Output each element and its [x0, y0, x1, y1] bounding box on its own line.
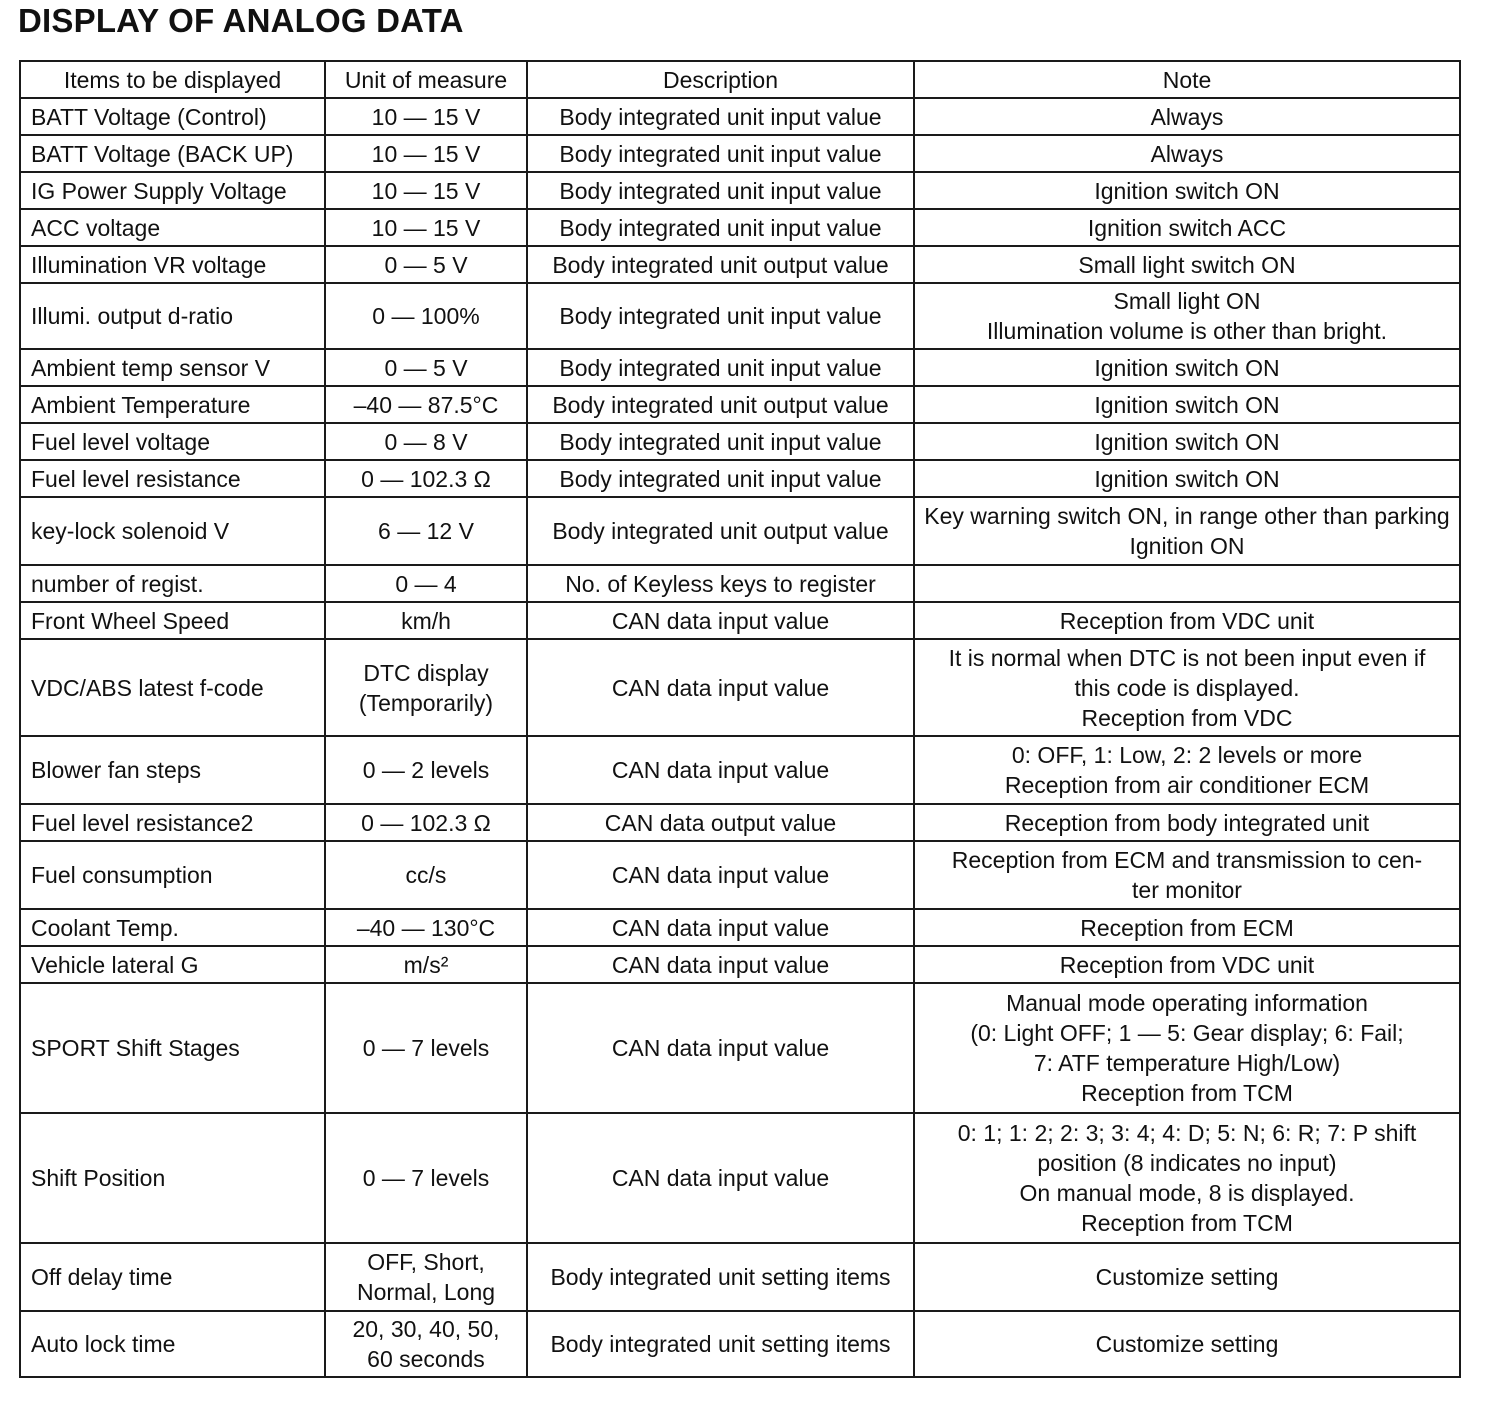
unit-cell — [325, 602, 527, 639]
cell-line: Reception from ECM — [1080, 914, 1294, 941]
description-cell — [527, 804, 914, 841]
cell-line: DTC display — [363, 659, 489, 686]
cell-line: 0 — 4 — [395, 570, 457, 597]
unit-cell — [325, 423, 527, 460]
table-row — [20, 209, 1460, 246]
cell-line: 0 — 5 V — [384, 354, 468, 381]
table-row — [20, 565, 1460, 602]
cell-line: CAN data input value — [611, 757, 830, 783]
table-row — [20, 946, 1460, 983]
cell-line: Key warning switch ON, in range other than parking — [924, 503, 1450, 529]
table-row — [20, 736, 1460, 804]
item-cell: Vehicle lateral G — [20, 946, 325, 983]
table-row — [20, 135, 1460, 172]
item-cell: VDC/ABS latest f-code — [20, 639, 325, 736]
cell-line: Body integrated unit input value — [559, 303, 882, 329]
cell-line: Manual mode operating information — [1006, 990, 1368, 1016]
description-cell — [527, 386, 914, 423]
item-cell: Fuel level resistance — [20, 460, 325, 497]
table-row — [20, 172, 1460, 209]
cell-line: 0 — 102.3 Ω — [361, 809, 491, 836]
cell-line: Customize setting — [1095, 1264, 1279, 1290]
page-title: DISPLAY OF ANALOG DATA — [18, 2, 464, 39]
cell-line: CAN data input value — [611, 1165, 830, 1191]
note-cell — [914, 602, 1460, 639]
table-row — [20, 1113, 1460, 1243]
cell-line: Ignition switch ACC — [1087, 214, 1287, 241]
unit-cell — [325, 841, 527, 909]
table-row — [20, 460, 1460, 497]
item-cell: Front Wheel Speed — [20, 602, 325, 639]
unit-cell — [325, 497, 527, 565]
cell-line: On manual mode, 8 is displayed. — [1019, 1180, 1355, 1206]
cell-line: –40 — 130°C — [356, 914, 496, 941]
cell-line: 0 — 7 levels — [362, 1035, 490, 1061]
item-cell: BATT Voltage (BACK UP) — [20, 135, 325, 172]
note-cell — [914, 497, 1460, 565]
unit-cell — [325, 349, 527, 386]
cell-line: Body integrated unit input value — [559, 214, 882, 241]
description-cell — [527, 736, 914, 804]
note-cell — [914, 1311, 1460, 1377]
table-row — [20, 841, 1460, 909]
item-cell: Fuel consumption — [20, 841, 325, 909]
cell-line: 20, 30, 40, 50, — [352, 1316, 500, 1342]
table-row — [20, 98, 1460, 135]
item-cell: IG Power Supply Voltage — [20, 172, 325, 209]
cell-line: (0: Light OFF; 1 — 5: Gear display; 6: Fail; — [970, 1020, 1404, 1046]
cell-line: 0: OFF, 1: Low, 2: 2 levels or more — [1011, 742, 1363, 768]
cell-line: 6 — 12 V — [378, 518, 474, 544]
description-cell — [527, 1243, 914, 1311]
cell-line: position (8 indicates no input) — [1037, 1150, 1337, 1176]
cell-line: 0 — 8 V — [384, 428, 468, 455]
note-cell — [914, 565, 1460, 602]
cell-line: 0 — 2 levels — [362, 757, 490, 783]
item-cell: SPORT Shift Stages — [20, 983, 325, 1113]
cell-line: km/h — [401, 607, 451, 634]
cell-line: Small light ON — [1113, 288, 1261, 314]
cell-line: CAN data input value — [611, 914, 830, 941]
unit-cell — [325, 804, 527, 841]
cell-line: Ignition switch ON — [1094, 428, 1280, 455]
description-cell — [527, 497, 914, 565]
cell-line: CAN data input value — [611, 951, 830, 978]
unit-cell — [325, 565, 527, 602]
cell-line: Reception from ECM and transmission to cen- — [951, 847, 1423, 873]
table-row — [20, 909, 1460, 946]
cell-line: Body integrated unit input value — [559, 354, 882, 381]
item-cell: Ambient temp sensor V — [20, 349, 325, 386]
unit-cell — [325, 135, 527, 172]
item-cell: Fuel level voltage — [20, 423, 325, 460]
table-row — [20, 386, 1460, 423]
note-cell — [914, 423, 1460, 460]
cell-line: cc/s — [405, 862, 447, 888]
unit-cell — [325, 172, 527, 209]
cell-line: Body integrated unit setting items — [550, 1264, 891, 1290]
description-cell — [527, 841, 914, 909]
cell-line: CAN data input value — [611, 1035, 830, 1061]
description-cell — [527, 209, 914, 246]
cell-line: Body integrated unit output value — [552, 251, 889, 278]
unit-cell — [325, 386, 527, 423]
cell-line: Always — [1150, 103, 1224, 130]
item-cell: number of regist. — [20, 565, 325, 602]
cell-line: Ignition ON — [1129, 533, 1245, 559]
cell-line: 0 — 7 levels — [362, 1165, 490, 1191]
table-row — [20, 246, 1460, 283]
column-header-note: Note — [914, 61, 1460, 98]
cell-line: m/s² — [403, 951, 449, 978]
description-cell — [527, 283, 914, 349]
description-cell — [527, 1311, 914, 1377]
cell-line: CAN data input value — [611, 862, 830, 888]
cell-line: 0: 1; 1: 2; 2: 3; 3: 4; 4: D; 5: N; 6: R; 7: P shift — [957, 1120, 1417, 1146]
note-cell — [914, 386, 1460, 423]
unit-cell — [325, 283, 527, 349]
cell-line: Body integrated unit input value — [559, 465, 882, 492]
cell-line: Reception from VDC unit — [1059, 951, 1315, 978]
cell-line: Reception from VDC — [1081, 704, 1293, 731]
cell-line: Reception from TCM — [1081, 1080, 1293, 1106]
unit-cell — [325, 909, 527, 946]
cell-line: CAN data input value — [611, 607, 830, 634]
cell-line: Ignition switch ON — [1094, 177, 1280, 204]
cell-line: 0 — 102.3 Ω — [361, 465, 491, 492]
description-cell — [527, 460, 914, 497]
description-cell — [527, 349, 914, 386]
table-row — [20, 1243, 1460, 1311]
cell-line: ter monitor — [1132, 877, 1242, 903]
table-row — [20, 497, 1460, 565]
description-cell — [527, 423, 914, 460]
item-cell: Illumi. output d-ratio — [20, 283, 325, 349]
item-cell: key-lock solenoid V — [20, 497, 325, 565]
note-cell — [914, 460, 1460, 497]
note-cell — [914, 98, 1460, 135]
note-cell — [914, 246, 1460, 283]
table-row — [20, 983, 1460, 1113]
description-cell — [527, 983, 914, 1113]
cell-line: CAN data output value — [604, 809, 837, 836]
table-row — [20, 349, 1460, 386]
unit-cell — [325, 460, 527, 497]
unit-cell — [325, 209, 527, 246]
item-cell: Shift Position — [20, 1113, 325, 1243]
item-cell: Coolant Temp. — [20, 909, 325, 946]
description-cell — [527, 565, 914, 602]
cell-line: 10 — 15 V — [371, 103, 481, 130]
cell-line: Body integrated unit output value — [552, 391, 889, 418]
cell-line: Reception from TCM — [1081, 1210, 1293, 1236]
cell-line: Ignition switch ON — [1094, 465, 1280, 492]
note-cell — [914, 1243, 1460, 1311]
cell-line: 10 — 15 V — [371, 140, 481, 167]
cell-line: Body integrated unit input value — [559, 177, 882, 204]
cell-line: Body integrated unit input value — [559, 428, 882, 455]
cell-line: It is normal when DTC is not been input even if — [948, 644, 1426, 671]
table-row — [20, 1311, 1460, 1377]
item-cell: BATT Voltage (Control) — [20, 98, 325, 135]
table-row — [20, 639, 1460, 736]
description-cell — [527, 172, 914, 209]
description-cell — [527, 98, 914, 135]
cell-line: 7: ATF temperature High/Low) — [1033, 1050, 1341, 1076]
unit-cell — [325, 1113, 527, 1243]
cell-line: Body integrated unit output value — [552, 518, 889, 544]
note-cell — [914, 209, 1460, 246]
header-row — [20, 61, 1460, 98]
description-cell — [527, 946, 914, 983]
note-cell — [914, 639, 1460, 736]
cell-line: Reception from VDC unit — [1059, 607, 1315, 634]
cell-line: 10 — 15 V — [371, 214, 481, 241]
cell-line: this code is displayed. — [1074, 674, 1300, 701]
note-cell — [914, 841, 1460, 909]
cell-line: Body integrated unit input value — [559, 140, 882, 167]
column-header-items: Items to be displayed — [20, 61, 325, 98]
description-cell — [527, 602, 914, 639]
cell-line: Normal, Long — [356, 1279, 496, 1305]
unit-cell — [325, 246, 527, 283]
cell-line: OFF, Short, — [367, 1249, 485, 1275]
cell-line: No. of Keyless keys to register — [565, 570, 876, 597]
note-cell — [914, 909, 1460, 946]
cell-line: 10 — 15 V — [371, 177, 481, 204]
note-cell — [914, 172, 1460, 209]
cell-line: Reception from body integrated unit — [1004, 809, 1370, 836]
cell-line: Always — [1150, 140, 1224, 167]
cell-line: Reception from air conditioner ECM — [1004, 772, 1370, 798]
unit-cell — [325, 98, 527, 135]
table-row — [20, 804, 1460, 841]
unit-cell — [325, 1311, 527, 1377]
cell-line: 0 — 100% — [372, 303, 480, 329]
cell-line: Ignition switch ON — [1094, 391, 1280, 418]
item-cell: Blower fan steps — [20, 736, 325, 804]
analog-data-table — [19, 60, 1461, 1378]
cell-line: Customize setting — [1095, 1331, 1279, 1357]
cell-line: Small light switch ON — [1078, 251, 1296, 278]
note-cell — [914, 736, 1460, 804]
note-cell — [914, 1113, 1460, 1243]
item-cell: Off delay time — [20, 1243, 325, 1311]
note-cell — [914, 804, 1460, 841]
unit-cell — [325, 639, 527, 736]
description-cell — [527, 639, 914, 736]
cell-line: CAN data input value — [611, 674, 830, 701]
item-cell: Illumination VR voltage — [20, 246, 325, 283]
cell-line: –40 — 87.5°C — [353, 391, 499, 418]
note-cell — [914, 349, 1460, 386]
table-row — [20, 423, 1460, 460]
note-cell — [914, 135, 1460, 172]
cell-line: Ignition switch ON — [1094, 354, 1280, 381]
table-row — [20, 602, 1460, 639]
cell-line: 0 — 5 V — [384, 251, 468, 278]
unit-cell — [325, 946, 527, 983]
column-header-description: Description — [527, 61, 914, 98]
cell-line: Body integrated unit setting items — [550, 1331, 891, 1357]
unit-cell — [325, 983, 527, 1113]
item-cell: ACC voltage — [20, 209, 325, 246]
unit-cell — [325, 1243, 527, 1311]
cell-line: 60 seconds — [367, 1346, 485, 1372]
note-cell — [914, 946, 1460, 983]
unit-cell — [325, 736, 527, 804]
column-header-unit: Unit of measure — [325, 61, 527, 98]
description-cell — [527, 246, 914, 283]
table-row — [20, 283, 1460, 349]
description-cell — [527, 135, 914, 172]
cell-line: (Temporarily) — [358, 689, 494, 716]
table-body — [20, 98, 1460, 1377]
description-cell — [527, 1113, 914, 1243]
description-cell — [527, 909, 914, 946]
cell-line: Body integrated unit input value — [559, 103, 882, 130]
item-cell: Auto lock time — [20, 1311, 325, 1377]
cell-line: Illumination volume is other than bright. — [986, 318, 1388, 344]
item-cell: Ambient Temperature — [20, 386, 325, 423]
note-cell — [914, 983, 1460, 1113]
note-cell — [914, 283, 1460, 349]
item-cell: Fuel level resistance2 — [20, 804, 325, 841]
